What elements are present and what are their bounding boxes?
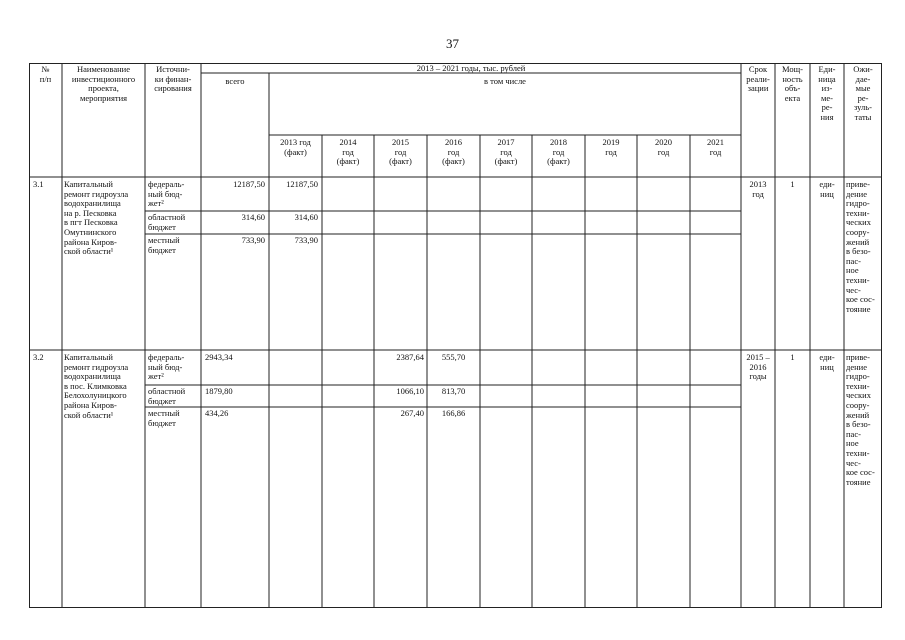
header-year-2013: 2013 год (факт) [280, 137, 311, 157]
header-total: всего [225, 76, 245, 86]
header-no: № п/п [39, 64, 52, 84]
row-1-total-local: 733,90 [241, 235, 265, 245]
header-year-2018: 2018 год (факт) [547, 137, 570, 167]
row-1-term: 2013 год [749, 179, 767, 199]
row-2-name: Капитальный ремонт гидроузла водохранилища в пос. Климковка Белохолуницкого района Киров- ской области¹ [64, 352, 129, 420]
row-1-2013-federal: 12187,50 [286, 179, 318, 189]
row-1-2013-regional: 314,60 [294, 212, 318, 222]
row-2-total-federal: 2943,34 [205, 352, 233, 362]
row-2-source-regional: областной бюджет [148, 386, 186, 406]
header-including: в том числе [484, 76, 526, 86]
row-2-2015-local: 267,40 [400, 408, 424, 418]
row-1-source-federal: федераль- ный бюд- жет² [148, 179, 185, 209]
row-1-source-local: местный бюджет [148, 235, 180, 255]
header-year-2016: 2016 год (факт) [442, 137, 465, 167]
row-1-2013-local: 733,90 [294, 235, 318, 245]
row-2-2015-federal: 2387,64 [396, 352, 424, 362]
header-year-2020: 2020 год [655, 137, 672, 157]
row-1-name: Капитальный ремонт гидроузла водохранилища на р. Песковка в пгт Песковка Омутнинского района Киров- ской области¹ [64, 179, 129, 257]
row-1-total-federal: 12187,50 [233, 179, 265, 189]
row-2-2015-regional: 1066,10 [396, 386, 424, 396]
header-name: Наименование инвестиционного проекта, мероприятия [71, 64, 136, 103]
row-2-no: 3.2 [33, 352, 44, 362]
row-2-2016-federal: 555,70 [441, 352, 466, 362]
page-number: 37 [446, 36, 459, 51]
row-1-capacity: 1 [790, 179, 795, 189]
header-unit: Еди- ница из- ме- ре- ния [818, 64, 836, 122]
header-year-2014: 2014 год (факт) [336, 137, 360, 167]
header-year-2021: 2021 год [707, 137, 724, 157]
row-2-2016-regional: 813,70 [441, 386, 466, 396]
row-1-unit: еди- ниц [819, 179, 835, 199]
row-1-result: приве- дение гидро- техни- ческих соору- жений в безо- пас- ное техни- чес- кое сос- тояние [846, 179, 875, 314]
header-results: Ожи- дае- мые ре- зуль- таты [853, 64, 873, 122]
row-2-source-local: местный бюджет [148, 408, 180, 428]
row-2-2016-local: 166,86 [441, 408, 466, 418]
row-2-total-local: 434,26 [205, 408, 229, 418]
header-year-2019: 2019 год [602, 137, 620, 157]
row-1-source-regional: областной бюджет [148, 212, 186, 232]
row-2-term: 2015 – 2016 годы [746, 352, 770, 382]
header-year-2015: 2015 год (факт) [389, 137, 412, 167]
row-2-unit: еди- ниц [819, 352, 835, 372]
header-year-2017: 2017 год (факт) [494, 137, 518, 167]
header-term: Срок реали- зации [746, 64, 770, 94]
row-2-source-federal: федераль- ный бюд- жет² [148, 352, 185, 382]
row-2-capacity: 1 [790, 352, 795, 362]
row-1-no: 3.1 [33, 179, 44, 189]
investment-table [29, 63, 882, 608]
header-capacity: Мощ- ность объ- екта [782, 64, 803, 103]
header-period: 2013 – 2021 годы, тыс. рублей [416, 63, 526, 73]
row-2-total-regional: 1879,80 [205, 386, 233, 396]
header-source: Источни- ки финан- сирования [154, 64, 192, 94]
row-1-total-regional: 314,60 [241, 212, 265, 222]
row-2-result: приве- дение гидро- техни- ческих соору- жений в безо- пас- ное техни- чес- кое сос- тояние [846, 352, 875, 487]
